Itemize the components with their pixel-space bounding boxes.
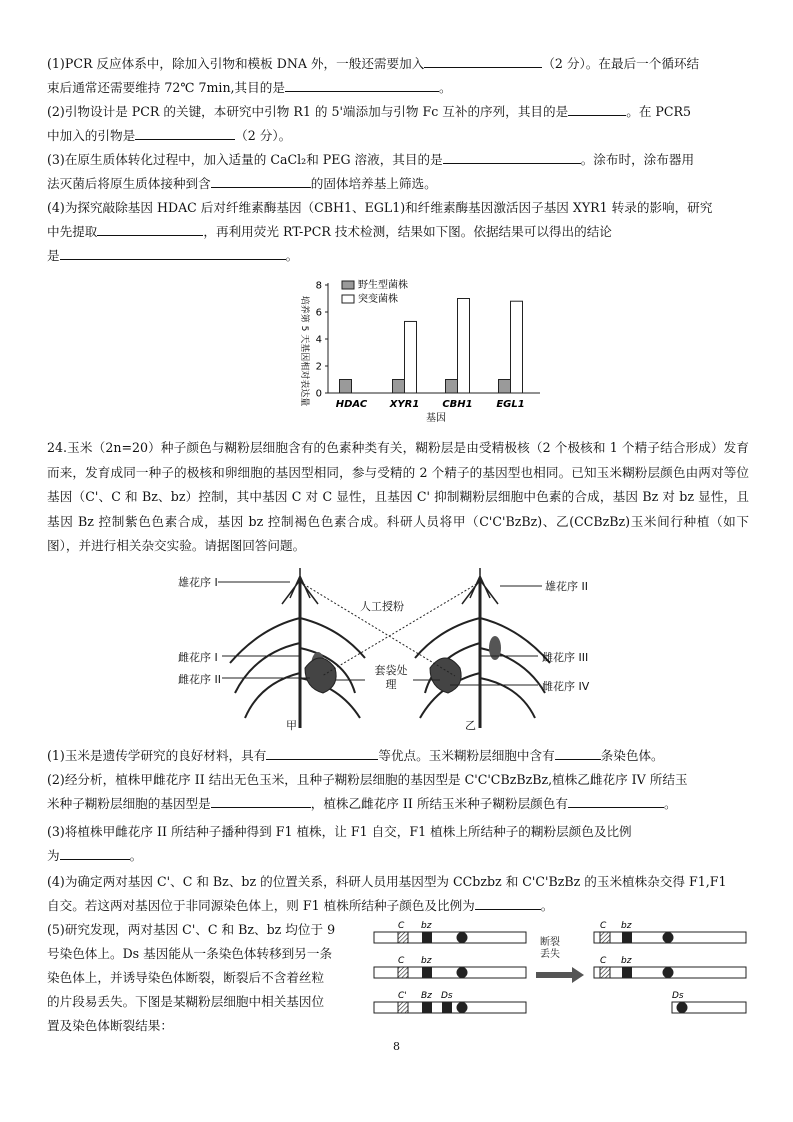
gene-label-c: C	[600, 921, 607, 931]
q23-line9: 是 。	[47, 244, 747, 268]
legend-swatch	[342, 295, 354, 303]
q24-sub5-line2: 号染色体上。Ds 基因能从一条染色体转移到另一条	[47, 946, 333, 961]
gene-label-bz: bz	[621, 956, 632, 966]
y-tick-label: 2	[315, 361, 322, 373]
chromosome-after-3	[672, 1002, 746, 1013]
chromosome-before-3	[374, 1002, 526, 1013]
bar-wild-type-cbh1	[446, 380, 458, 394]
bar-mutant-egl1	[511, 301, 523, 393]
label-male-2: 雄花序 II	[545, 580, 588, 593]
gene-label-ds: Ds	[441, 991, 453, 1001]
y-tick-label: 8	[315, 280, 322, 292]
gene-label-c-prime: C'	[398, 991, 407, 1001]
break-loss-label: 断裂丢失	[540, 937, 560, 960]
chart-xlabel: 基因	[426, 413, 446, 424]
q24-sub5-line3: 染色体上，并诱导染色体断裂，断裂后不含着丝粒	[47, 970, 325, 985]
bar-wild-type-xyr1	[393, 380, 405, 394]
q24-sub4-line2: 自交。若这两对基因位于非同源染色体上，则 F1 植株所结种子颜色及比例为 。	[47, 894, 747, 918]
chromosome-after-1	[594, 932, 746, 943]
label-male-1: 雄花序 I	[178, 576, 218, 589]
answer-blank	[285, 77, 439, 92]
gene-label-c: C	[600, 956, 607, 966]
answer-blank	[97, 221, 203, 236]
chromosome-before-1	[374, 932, 526, 943]
q23-line6: 法灭菌后将原生质体接种到含 的固体培养基上筛选。	[47, 172, 747, 196]
answer-blank	[60, 845, 130, 860]
answer-blank	[475, 895, 541, 910]
q24-sub4-line1: (4)为确定两对基因 C'、C 和 Bz、bz 的位置关系，科研人员用基因型为 CCbzbz 和 C'C'BzBz 的玉米植株杂交得 F1,F1	[47, 874, 727, 889]
q24-sub5-line5: 置及染色体断裂结果：	[47, 1018, 173, 1033]
y-tick-label: 4	[315, 334, 322, 346]
q24-intro: 24.玉米（2n=20）种子颜色与糊粉层细胞含有的色素种类有关，糊粉层是由受精极核（2 个极核和 1 个精子结合形成）发育而来，发育成同一种子的极核和卵细胞的基因型相同，参与受精的 2 个精子的基因型也相同。已知玉米糊粉层颜色由两对等位基因（C'、C 和 Bz、bz）控制，其中基因 C 对 C 显性，且基因 C' 抑制糊粉层细胞中色素的合成，基因 Bz 对 bz 显性，且基因 Bz 控制紫色色素合成，基因 bz 控制褐色色素合成。科研人员将甲（C'C'BzBz)、乙(CCBzBz)玉米间行种植（如下图），并进行相关杂交实验。请据图回答问题。	[47, 440, 749, 553]
gene-label-bz: bz	[421, 921, 432, 931]
answer-blank	[60, 245, 286, 260]
q23-line5: (3)在原生质体转化过程中，加入适量的 CaCl₂和 PEG 溶液，其目的是 。涂布时，涂布器用	[47, 148, 747, 172]
x-tick-label: HDAC	[335, 399, 368, 410]
answer-blank	[555, 745, 601, 760]
x-tick-label: XYR1	[389, 399, 420, 410]
x-tick-label: EGL1	[496, 399, 525, 410]
label-yi: 乙	[465, 719, 476, 732]
label-bagging: 套袋处理	[374, 664, 408, 691]
legend-label: 野生型菌株	[358, 280, 408, 291]
q24-sub1: (1)玉米是遗传学研究的良好材料，具有 等优点。玉米糊粉层细胞中含有 条染色体。	[47, 744, 747, 768]
gene-label-bz: bz	[621, 921, 632, 931]
q24-sub2-line1: (2)经分析，植株甲雌花序 II 结出无色玉米，且种子糊粉层细胞的基因型是 C'C'CBzBzBz,植株乙雌花序 IV 所结玉	[47, 772, 688, 787]
answer-blank	[266, 745, 378, 760]
q24-sub3-line1: (3)将植株甲雌花序 II 所结种子播种得到 F1 植株，让 F1 自交，F1 植株上所结种子的糊粉层颜色及比例	[47, 824, 632, 839]
answer-blank	[135, 125, 235, 140]
answer-blank	[568, 793, 664, 808]
q23-line1: (1)PCR 反应体系中，除加入引物和模板 DNA 外，一般还需要加入 （2 分）。在最后一个循环结	[47, 52, 747, 76]
chromosome-after-2	[594, 967, 746, 978]
answer-blank	[211, 793, 311, 808]
answer-blank	[424, 53, 542, 68]
chromosome-before-2	[374, 967, 526, 978]
q24-sub2-line2: 米种子糊粉层细胞的基因型是 ，植株乙雌花序 II 所结玉米种子糊粉层颜色有 。	[47, 792, 747, 816]
label-jia: 甲	[286, 719, 297, 732]
q24-sub5-line1: (5)研究发现，两对基因 C'、C 和 Bz、bz 均位于 9	[47, 922, 336, 937]
label-female-2: 雌花序 II	[178, 673, 221, 686]
q23-line8: 中先提取 ，再利用荧光 RT-PCR 技术检测，结果如下图。依据结果可以得出的结论	[47, 220, 747, 244]
label-female-4: 雌花序 IV	[542, 680, 590, 693]
x-tick-label: CBH1	[442, 399, 473, 410]
q24-sub3-line2: 为 。	[47, 844, 747, 868]
label-female-1: 雌花序 I	[178, 651, 218, 664]
bar-mutant-xyr1	[405, 321, 417, 393]
chart-ylabel: 培养第 5 天基因相对表达量	[299, 295, 309, 407]
bar-wild-type-hdac	[340, 380, 352, 394]
plant-jia	[230, 568, 365, 728]
y-tick-label: 6	[315, 307, 322, 319]
legend-label: 突变菌株	[358, 294, 398, 305]
q23-line7: (4)为探究敲除基因 HDAC 后对纤维素酶基因（CBH1、EGL1)和纤维素酶基因激活因子基因 XYR1 转录的影响，研究	[47, 200, 713, 215]
gene-expression-bar-chart	[286, 276, 556, 426]
gene-label-c: C	[398, 921, 405, 931]
q23-line3: (2)引物设计是 PCR 的关键，本研究中引物 R1 的 5'端添加与引物 Fc 互补的序列，其目的是 。在 PCR5	[47, 100, 747, 124]
answer-blank	[443, 149, 581, 164]
bar-mutant-cbh1	[458, 299, 470, 394]
q23-line2: 束后通常还需要维持 72℃ 7min,其目的是 。	[47, 76, 747, 100]
q24-sub5-line4: 的片段易丢失。下图是某糊粉层细胞中相关基因位	[47, 994, 325, 1009]
arrow-icon	[536, 967, 584, 983]
gene-label-ds: Ds	[672, 991, 684, 1001]
bar-wild-type-egl1	[499, 380, 511, 394]
gene-label-bz-dominant: Bz	[421, 991, 432, 1001]
gene-label-c: C	[398, 956, 405, 966]
answer-blank	[211, 173, 311, 188]
answer-blank	[568, 101, 626, 116]
page-number: 8	[393, 1040, 400, 1053]
y-tick-label: 0	[315, 388, 322, 400]
gene-label-bz: bz	[421, 956, 432, 966]
label-pollination: 人工授粉	[360, 600, 404, 613]
q23-line4: 中加入的引物是 （2 分）。	[47, 124, 747, 148]
plant-yi	[415, 568, 550, 728]
label-female-3: 雌花序 III	[542, 651, 589, 664]
chromosome-figure	[372, 918, 752, 1028]
legend-swatch	[342, 281, 354, 289]
